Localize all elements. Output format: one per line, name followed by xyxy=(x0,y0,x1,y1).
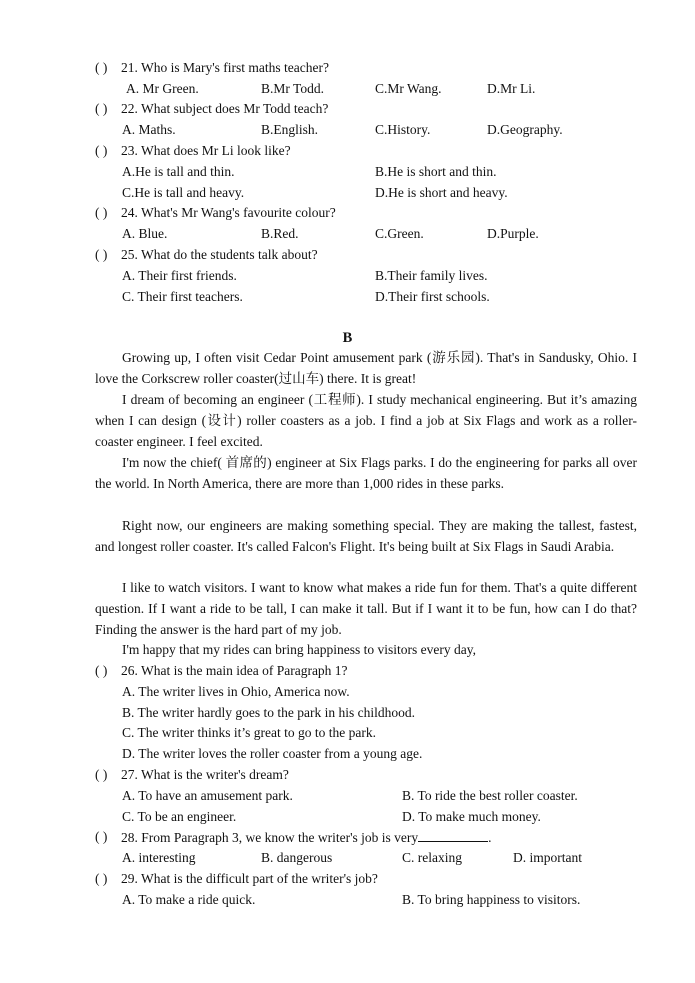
option-b: B. To bring happiness to visitors. xyxy=(402,892,581,907)
answer-blank[interactable] xyxy=(418,829,488,842)
option-b: B.Their family lives. xyxy=(375,268,488,283)
answer-bracket[interactable]: ( ) xyxy=(95,247,108,262)
paragraph-5: I like to watch visitors. I want to know what makes a ride fun for them. That's a quite different question. If I want a ride to be tall, I can make it tall. But if I want it to be fun, how can I do that? Finding the answer is the hard part of my job. xyxy=(95,580,637,637)
question-text: 24. What's Mr Wang's favourite colour? xyxy=(121,205,336,220)
paragraph-6: I'm happy that my rides can bring happiness to visitors every day, xyxy=(122,642,476,657)
option-c: C.Mr Wang. xyxy=(375,81,442,96)
question-text: 26. What is the main idea of Paragraph 1? xyxy=(121,663,348,678)
option-c: C.History. xyxy=(375,122,431,137)
option-d: D.Geography. xyxy=(487,122,563,137)
paragraph-3: I'm now the chief( 首席的) engineer at Six Flags parks. I do the engineering for parks all over the world. In North America, there are more than 1,000 rides in these parks. xyxy=(95,455,637,491)
question-text: 21. Who is Mary's first maths teacher? xyxy=(121,60,330,75)
option-a: A.He is tall and thin. xyxy=(122,164,235,179)
option-d: D. important xyxy=(513,850,582,865)
question-text: 29. What is the difficult part of the writer's job? xyxy=(121,871,378,886)
option-d: D.Mr Li. xyxy=(487,81,536,96)
option-a: A. Mr Green. xyxy=(126,81,199,96)
option-c: C.He is tall and heavy. xyxy=(122,185,245,200)
option-a: A. Blue. xyxy=(122,226,168,241)
option-c: C. The writer thinks it’s great to go to the park. xyxy=(122,725,376,740)
answer-bracket[interactable]: ( ) xyxy=(95,143,108,158)
question-text: 28. From Paragraph 3, we know the writer's job is very xyxy=(121,830,419,845)
option-a: A. To make a ride quick. xyxy=(122,892,256,907)
option-c: C.Green. xyxy=(375,226,424,241)
question-text-wrap xyxy=(121,829,492,846)
paragraph-1: Growing up, I often visit Cedar Point amusement park (游乐园). That's in Sandusky, Ohio. I love the Corkscrew roller coaster(过山车) there. It is great! xyxy=(95,350,637,386)
answer-bracket[interactable]: ( ) xyxy=(95,871,108,886)
paragraph-2: I dream of becoming an engineer (工程师). I study mechanical engineering. But it’s amazing when I can design (设计) roller coasters as a job. I find a job at Six Flags and work as a roller- coaster engineer. I feel excited. xyxy=(95,392,637,449)
option-d: D.Purple. xyxy=(487,226,539,241)
option-c: C. Their first teachers. xyxy=(122,289,243,304)
question-text: 25. What do the students talk about? xyxy=(121,247,318,262)
option-b: B.Red. xyxy=(261,226,299,241)
option-a: A. interesting xyxy=(122,850,196,865)
question-end: . xyxy=(488,830,492,845)
section-title: B xyxy=(342,330,353,346)
option-b: B. dangerous xyxy=(261,850,333,865)
option-b: B. The writer hardly goes to the park in his childhood. xyxy=(122,705,415,720)
answer-bracket[interactable]: ( ) xyxy=(95,205,108,220)
option-d: D. To make much money. xyxy=(402,809,541,824)
option-b: B.Mr Todd. xyxy=(261,81,324,96)
option-b: B.English. xyxy=(261,122,319,137)
option-b: B. To ride the best roller coaster. xyxy=(402,788,578,803)
question-text: 22. What subject does Mr Todd teach? xyxy=(121,101,329,116)
option-d: D.Their first schools. xyxy=(375,289,490,304)
option-d: D.He is short and heavy. xyxy=(375,185,508,200)
answer-bracket[interactable]: ( ) xyxy=(95,101,108,116)
option-a: A. To have an amusement park. xyxy=(122,788,293,803)
option-a: A. The writer lives in Ohio, America now. xyxy=(122,684,350,699)
option-c: C. To be an engineer. xyxy=(122,809,237,824)
answer-bracket[interactable]: ( ) xyxy=(95,829,108,844)
answer-bracket[interactable]: ( ) xyxy=(95,767,108,782)
paragraph-4: Right now, our engineers are making something special. They are making the tallest, fastest, and longest roller coaster. It's called Falcon's Flight. It's being built at Six Flags in Saudi Arabia. xyxy=(95,518,637,554)
question-text: 23. What does Mr Li look like? xyxy=(121,143,291,158)
answer-bracket[interactable]: ( ) xyxy=(95,663,108,678)
option-b: B.He is short and thin. xyxy=(375,164,497,179)
question-text: 27. What is the writer's dream? xyxy=(121,767,289,782)
option-a: A. Their first friends. xyxy=(122,268,237,283)
answer-bracket[interactable]: ( ) xyxy=(95,60,108,75)
option-a: A. Maths. xyxy=(122,122,176,137)
option-c: C. relaxing xyxy=(402,850,462,865)
option-d: D. The writer loves the roller coaster from a young age. xyxy=(122,746,423,761)
